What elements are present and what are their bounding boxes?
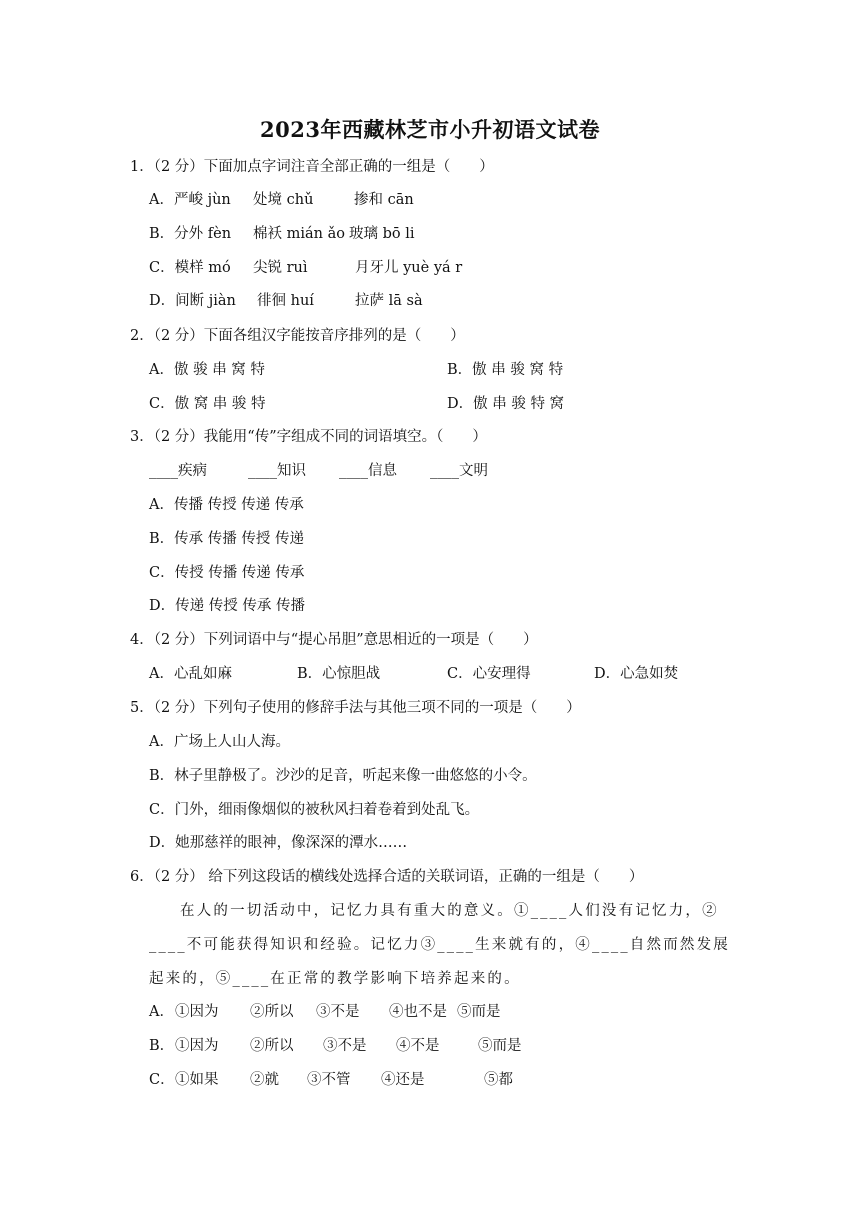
q1-c-part1: C．模样 mó	[149, 260, 231, 276]
q1-option-b[interactable]	[149, 224, 549, 244]
q6-b-item-2: ②所以	[250, 1038, 294, 1054]
q2-option-d[interactable]: D．傲 串 骏 特 窝	[447, 396, 565, 412]
q3-blank-4: ____文明	[430, 463, 488, 479]
question-2-stem: 2．（2 分）下面各组汉字能按音序排列的是（ ）	[130, 328, 465, 344]
q6-c-item-2: ②就	[250, 1072, 279, 1088]
q6-c-item-1: ①如果	[175, 1072, 219, 1088]
q2-option-a[interactable]: A．傲 骏 串 窝 特	[149, 362, 265, 378]
q6-b-prefix: B．	[149, 1038, 175, 1054]
question-6-stem: 6．（2 分） 给下列这段话的横线处选择合适的关联词语，正确的一组是（ ）	[130, 869, 644, 885]
q6-a-item-5: ⑤而是	[457, 1004, 501, 1020]
q5-option-d[interactable]: D．她那慈祥的眼神，像深深的潭水……	[149, 835, 408, 851]
q1-b-part3: 玻璃 bō li	[349, 226, 415, 242]
q6-c-item-4: ④还是	[381, 1072, 425, 1088]
q2-option-c[interactable]: C．傲 窝 串 骏 特	[149, 396, 266, 412]
q6-c-item-3: ③不管	[307, 1072, 351, 1088]
q1-a-part1: A．严峻 jùn	[149, 192, 231, 208]
q1-a-part2: 处境 chǔ	[253, 192, 314, 208]
q6-option-a[interactable]	[149, 1002, 569, 1022]
q1-option-c[interactable]	[149, 258, 549, 278]
q1-b-part2: 棉袄 mián ǎo	[253, 226, 345, 242]
q4-option-b[interactable]: B．心惊胆战	[297, 666, 381, 682]
q1-d-part2: 徘徊 huí	[257, 293, 314, 309]
q6-option-c[interactable]	[149, 1070, 569, 1090]
q6-b-item-5: ⑤而是	[478, 1038, 522, 1054]
q6-paragraph-line-1: 在人的一切活动中，记忆力具有重大的意义。①____人们没有记忆力，②	[180, 903, 719, 919]
q5-option-c[interactable]: C．门外，细雨像烟似的被秋风扫着卷着到处乱飞。	[149, 802, 480, 818]
q6-c-prefix: C．	[149, 1072, 175, 1088]
q5-option-a[interactable]: A．广场上人山人海。	[149, 734, 290, 750]
q6-a-prefix: A．	[149, 1004, 174, 1020]
q5-option-b[interactable]: B．林子里静极了。沙沙的足音，听起来像一曲悠悠的小令。	[149, 768, 537, 784]
exam-title: 2023年西藏林芝市小升初语文试卷	[260, 117, 600, 142]
q3-option-b[interactable]: B．传承 传播 传授 传递	[149, 531, 304, 547]
question-1-stem: 1．（2 分）下面加点字词注音全部正确的一组是（ ）	[130, 159, 494, 175]
q6-a-item-4: ④也不是	[389, 1004, 447, 1020]
q1-d-part3: 拉萨 lā sà	[355, 293, 423, 309]
q6-paragraph-line-3: 起来的，⑤____在正常的教学影响下培养起来的。	[149, 971, 521, 987]
q6-option-b[interactable]	[149, 1036, 569, 1056]
q3-blank-2: ____知识	[248, 463, 306, 479]
q1-d-part1: D．间断 jiàn	[149, 293, 236, 309]
q1-c-part2: 尖锐 ruì	[253, 260, 308, 276]
q6-a-item-2: ②所以	[250, 1004, 294, 1020]
q1-b-part1: B．分外 fèn	[149, 226, 232, 242]
q1-option-a[interactable]	[149, 190, 549, 210]
q1-a-part3: 掺和 cān	[354, 192, 414, 208]
q4-option-a[interactable]: A．心乱如麻	[149, 666, 232, 682]
q6-paragraph-line-2: ____不可能获得知识和经验。记忆力③____生来就有的，④____自然而然发展	[149, 937, 730, 953]
q3-option-d[interactable]: D．传递 传授 传承 传播	[149, 598, 305, 614]
q4-option-d[interactable]: D．心急如焚	[594, 666, 679, 682]
question-4-stem: 4．（2 分）下列词语中与“提心吊胆”意思相近的一项是（ ）	[130, 632, 538, 648]
q6-b-item-3: ③不是	[323, 1038, 367, 1054]
question-5-stem: 5．（2 分）下列句子使用的修辞手法与其他三项不同的一项是（ ）	[130, 700, 581, 716]
q3-blank-3: ____信息	[339, 463, 397, 479]
q3-option-c[interactable]: C．传授 传播 传递 传承	[149, 565, 305, 581]
q6-a-item-3: ③不是	[316, 1004, 360, 1020]
q1-c-part3: 月牙儿 yuè yá r	[355, 260, 463, 276]
q2-option-b[interactable]: B．傲 串 骏 窝 特	[447, 362, 564, 378]
q6-b-item-1: ①因为	[175, 1038, 219, 1054]
q6-c-item-5: ⑤都	[484, 1072, 513, 1088]
q1-option-d[interactable]	[149, 291, 549, 311]
q6-a-item-1: ①因为	[175, 1004, 219, 1020]
q3-blank-1: ____疾病	[149, 463, 207, 479]
q3-option-a[interactable]: A．传播 传授 传递 传承	[149, 497, 304, 513]
q4-option-c[interactable]: C．心安理得	[447, 666, 531, 682]
question-3-stem: 3．（2 分）我能用“传”字组成不同的词语填空。（ ）	[130, 429, 487, 445]
q6-b-item-4: ④不是	[396, 1038, 440, 1054]
